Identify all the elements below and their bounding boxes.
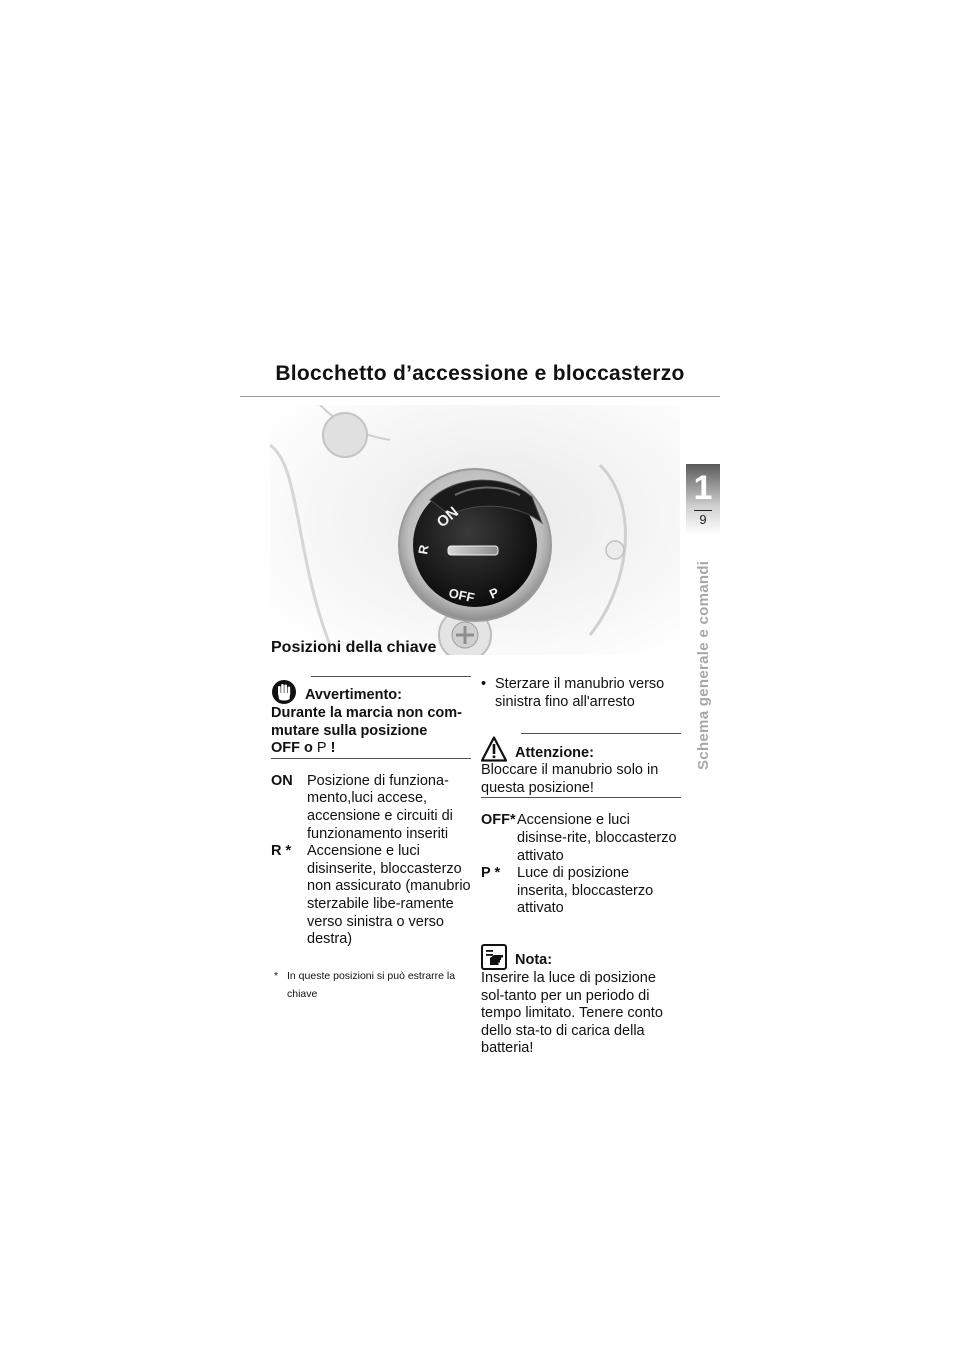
position-term: ON: [271, 772, 293, 789]
position-description: Posizione di funziona-mento,luci accese, accensione e circuiti di funzionamento inseriti: [307, 772, 453, 842]
label-p: P: [486, 584, 502, 602]
position-item: [481, 812, 681, 865]
note-text: Inserire la luce di posizione sol-tanto per un periodo di tempo limitato. Tenere conto dello sta-to di carica della batteria!: [481, 969, 663, 1057]
page-number: 9: [699, 512, 707, 527]
warning-exclamation: !: [330, 740, 336, 757]
position-item: [481, 865, 681, 918]
warning-line-1: Durante la marcia non com-: [271, 705, 462, 721]
attention-text: Bloccare il manubrio solo in questa posizione!: [481, 762, 659, 796]
left-column: [271, 676, 471, 1003]
bullet-text: Sterzare il manubrio verso sinistra fino all'arresto: [495, 676, 665, 710]
label-on: ON: [433, 503, 462, 532]
section-heading: Posizioni della chiave: [271, 639, 437, 656]
page-title: Blocchetto d’accessione e bloccasterzo: [275, 362, 685, 385]
note-hand-icon: [481, 944, 507, 970]
note-box: [481, 944, 681, 1058]
bullet-symbol: •: [481, 676, 487, 692]
position-term: R *: [271, 843, 292, 860]
warning-label: Avvertimento:: [305, 687, 402, 704]
warning-line-2: mutare sulla posizione: [271, 722, 428, 739]
position-item: [271, 843, 471, 949]
note-label: Nota:: [515, 952, 553, 969]
warning-box: [271, 676, 471, 759]
warning-line-3: [271, 740, 471, 758]
label-off: OFF: [447, 585, 476, 606]
position-item: [271, 773, 471, 843]
position-term: OFF*: [481, 812, 516, 829]
position-description: Accensione e luci disinse-rite, bloccasterzo attivato: [517, 812, 677, 864]
attention-label: Attenzione:: [515, 744, 594, 761]
label-r: R: [415, 543, 432, 556]
positions-list-left: [271, 773, 471, 949]
chapter-divider: [694, 510, 712, 511]
side-chapter-title: Schema generale e comandi: [695, 560, 712, 770]
position-description: Accensione e luci disinserite, bloccasterzo non assicurato (manubrio sterzabile libe-ramente verso sinistra o verso destra): [307, 843, 471, 948]
attention-bottom-rule: [481, 797, 681, 798]
warning-triangle-icon: [481, 736, 507, 762]
footnote-text: In queste posizioni si può estrarre la chiave: [287, 969, 456, 1000]
warning-top-rule: [311, 676, 471, 677]
attention-top-rule: [521, 733, 681, 734]
bullet-item: [481, 676, 681, 711]
attention-box: [481, 733, 681, 798]
positions-list-right: [481, 812, 681, 918]
chapter-number: 1: [693, 469, 713, 507]
stop-hand-icon: [271, 679, 297, 705]
footnote: [271, 967, 471, 1003]
parking-light-symbol: P: [316, 740, 327, 757]
title-divider: [240, 396, 720, 397]
position-term: P *: [481, 865, 501, 882]
footnote-mark: *: [273, 969, 279, 982]
chapter-tab: [686, 464, 720, 534]
ignition-lock-photo: [270, 405, 680, 655]
right-column: [481, 676, 681, 1058]
warning-off-text: OFF o: [271, 740, 313, 757]
position-description: Luce di posizione inserita, bloccasterzo attivato: [517, 865, 654, 917]
warning-bottom-rule: [271, 758, 471, 759]
